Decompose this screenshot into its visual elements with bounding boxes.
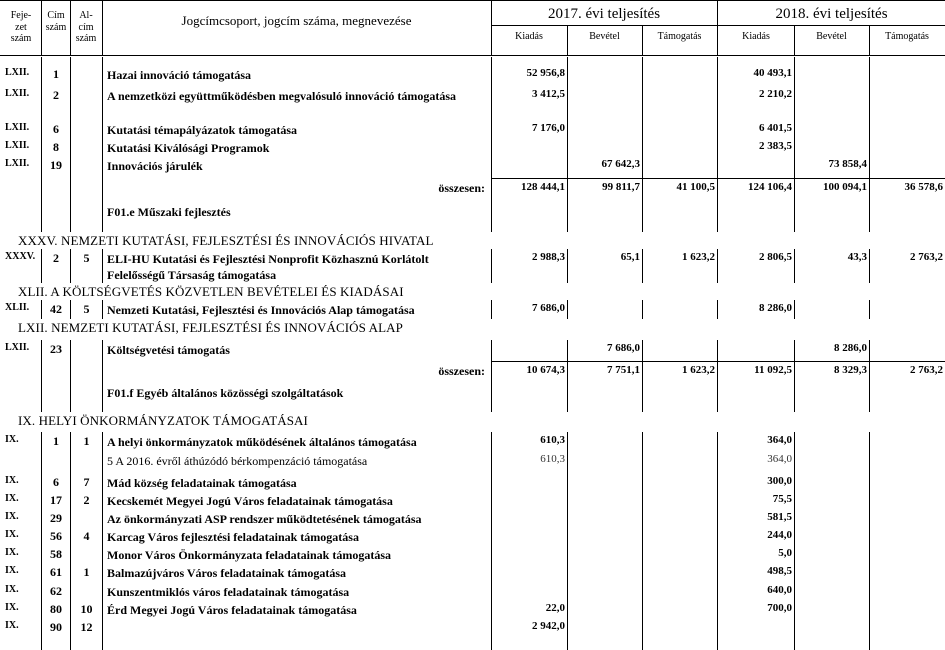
row-fejezet: IX. bbox=[5, 475, 19, 486]
row-alcim: 1 bbox=[83, 434, 90, 448]
grid-vline bbox=[869, 340, 870, 412]
grid-vline bbox=[102, 249, 103, 283]
row-value: 2 988,3 bbox=[532, 251, 565, 263]
row-fejezet: LXII. bbox=[5, 88, 30, 99]
row-name: Hazai innováció támogatása bbox=[107, 68, 251, 82]
row-alcim: 4 bbox=[83, 529, 90, 543]
row-cim: 2 bbox=[53, 251, 59, 265]
row-alcim: 1 bbox=[83, 565, 90, 579]
row-fejezet: LXII. bbox=[5, 122, 30, 133]
row-name: Mád község feladatainak támogatása bbox=[107, 476, 297, 490]
total-label: összesen: bbox=[438, 181, 485, 195]
grid-vline bbox=[794, 25, 795, 55]
header-description: Jogcímcsoport, jogcím száma, megnevezése bbox=[181, 13, 412, 28]
row-name: Kutatási Kiválósági Programok bbox=[107, 141, 270, 155]
total-value: 41 100,5 bbox=[676, 181, 715, 193]
row-fejezet: LXII. bbox=[5, 140, 30, 151]
row-value: 300,0 bbox=[767, 475, 792, 487]
total-value: 124 106,4 bbox=[748, 181, 792, 193]
grid-vline bbox=[70, 340, 71, 412]
row-value: 75,5 bbox=[772, 493, 792, 505]
grid-hline-header-bottom bbox=[0, 55, 945, 56]
row-value: 640,0 bbox=[767, 584, 792, 596]
row-name: ELI-HU Kutatási és Fejlesztési Nonprofit Közhasznú Korlátolt Felelősségű Társaság támogatása bbox=[107, 252, 429, 282]
row-name: Kutatási témapályázatok támogatása bbox=[107, 123, 297, 137]
row-cim: 19 bbox=[50, 158, 62, 172]
row-value: 610,3 bbox=[540, 453, 565, 465]
grid-vline bbox=[567, 25, 568, 55]
row-fejezet: XLII. bbox=[5, 302, 30, 313]
header-period-2018: 2018. évi teljesítés bbox=[775, 6, 888, 22]
row-name: Az önkormányzati ASP rendszer működtetésének támogatása bbox=[107, 512, 422, 526]
row-value: 40 493,1 bbox=[753, 67, 792, 79]
row-cim: 29 bbox=[50, 511, 62, 525]
grid-vline bbox=[642, 25, 643, 55]
row-value: 498,5 bbox=[767, 565, 792, 577]
row-value: 2 210,2 bbox=[759, 88, 792, 100]
row-fejezet: IX. bbox=[5, 620, 19, 631]
grid-vline bbox=[794, 300, 795, 319]
row-cim: 6 bbox=[53, 475, 59, 489]
row-fejezet: IX. bbox=[5, 565, 19, 576]
row-name: A nemzetközi együttműködésben megvalósuló innováció támogatása bbox=[107, 89, 456, 103]
row-alcim: 2 bbox=[83, 493, 90, 507]
total-value: 36 578,6 bbox=[904, 181, 943, 193]
subheader-2017-kiadás: Kiadás bbox=[515, 31, 543, 42]
row-value: 8 286,0 bbox=[834, 342, 867, 354]
section-heading: LXII. NEMZETI KUTATÁSI, FEJLESZTÉSI ÉS INNOVÁCIÓS ALAP bbox=[18, 320, 403, 335]
row-name: Kunszentmiklós város feladatainak támogatása bbox=[107, 585, 350, 599]
row-name: A helyi önkormányzatok működésének általános támogatása bbox=[107, 435, 417, 449]
grid-vline bbox=[70, 0, 71, 55]
row-fejezet: IX. bbox=[5, 493, 19, 504]
row-cim: 1 bbox=[53, 67, 59, 81]
row-value: 7 686,0 bbox=[607, 342, 640, 354]
row-cim: 90 bbox=[50, 620, 62, 634]
subheader-2017-támogatás: Támogatás bbox=[657, 31, 702, 42]
row-fejezet: IX. bbox=[5, 584, 19, 595]
row-value: 67 642,3 bbox=[601, 158, 640, 170]
row-cim: 23 bbox=[50, 342, 62, 356]
grid-vline bbox=[102, 300, 103, 319]
row-value: 2 806,5 bbox=[759, 251, 792, 263]
total-rule bbox=[491, 361, 945, 362]
row-value: 364,0 bbox=[767, 453, 792, 465]
row-cim: 61 bbox=[50, 565, 62, 579]
grid-vline bbox=[567, 57, 568, 232]
group-heading: F01.f Egyéb általános közösségi szolgáltatások bbox=[107, 386, 344, 400]
row-fejezet: XXXV. bbox=[5, 251, 36, 262]
row-name: Innovációs járulék bbox=[107, 159, 203, 173]
grid-hline-header-top bbox=[0, 0, 945, 1]
grid-vline bbox=[102, 340, 103, 412]
grid-vline bbox=[794, 57, 795, 232]
row-alcim: 10 bbox=[80, 602, 93, 616]
grid-vline bbox=[102, 0, 103, 55]
grid-vline bbox=[642, 340, 643, 412]
row-value: 2 942,0 bbox=[532, 620, 565, 632]
grid-vline bbox=[491, 340, 492, 412]
total-value: 99 811,7 bbox=[602, 181, 640, 193]
row-cim: 8 bbox=[53, 140, 59, 154]
grid-vline bbox=[642, 57, 643, 232]
grid-vline bbox=[567, 432, 568, 650]
subheader-2018-támogatás: Támogatás bbox=[885, 31, 929, 42]
row-cim: 58 bbox=[50, 547, 62, 561]
row-value: 7 686,0 bbox=[532, 302, 565, 314]
grid-vline bbox=[567, 300, 568, 319]
row-value: 22,0 bbox=[545, 602, 565, 614]
subheader-2018-kiadás: Kiadás bbox=[742, 31, 770, 42]
row-value: 1 623,2 bbox=[682, 251, 715, 263]
grid-vline bbox=[491, 57, 492, 232]
total-value: 7 751,1 bbox=[607, 364, 640, 376]
total-label: összesen: bbox=[438, 364, 485, 378]
row-cim: 6 bbox=[53, 122, 59, 136]
total-value: 10 674,3 bbox=[526, 364, 565, 376]
row-value: 364,0 bbox=[767, 434, 792, 446]
grid-vline bbox=[794, 432, 795, 650]
total-value: 2 763,2 bbox=[910, 364, 943, 376]
row-value: 610,3 bbox=[540, 434, 565, 446]
row-value: 2 763,2 bbox=[910, 251, 943, 263]
row-name: Monor Város Önkormányzata feladatainak támogatása bbox=[107, 548, 392, 562]
section-heading: XLII. A KÖLTSÉGVETÉS KÖZVETLEN BEVÉTELEI ÉS KIADÁSAI bbox=[18, 284, 404, 299]
grid-vline bbox=[869, 25, 870, 55]
row-value: 6 401,5 bbox=[759, 122, 792, 134]
grid-vline bbox=[869, 300, 870, 319]
row-value: 73 858,4 bbox=[828, 158, 867, 170]
row-value: 700,0 bbox=[767, 602, 792, 614]
row-value: 2 383,5 bbox=[759, 140, 792, 152]
grid-vline bbox=[642, 432, 643, 650]
row-alcim: 12 bbox=[80, 620, 93, 634]
row-name: Kecskemét Megyei Jogú Város feladatainak támogatása bbox=[107, 494, 393, 508]
header-period-2017: 2017. évi teljesítés bbox=[547, 6, 661, 22]
row-value: 3 412,5 bbox=[532, 88, 565, 100]
row-alcim: 5 bbox=[83, 251, 90, 265]
row-fejezet: IX. bbox=[5, 547, 19, 558]
row-name: Nemzeti Kutatási, Fejlesztési és Innovációs Alap támogatása bbox=[107, 303, 415, 317]
row-value: 5,0 bbox=[778, 547, 792, 559]
total-value: 11 092,5 bbox=[754, 364, 792, 376]
row-fejezet: IX. bbox=[5, 602, 19, 613]
row-alcim: 5 bbox=[83, 302, 90, 316]
total-value: 128 444,1 bbox=[521, 181, 565, 193]
total-value: 8 329,3 bbox=[834, 364, 867, 376]
subheader-2018-bevétel: Bevétel bbox=[816, 31, 847, 42]
header-cim: Cím szám bbox=[45, 10, 67, 33]
grid-vline bbox=[70, 57, 71, 232]
total-value: 1 623,2 bbox=[682, 364, 715, 376]
subrow-name: 5 A 2016. évről áthúzódó bérkompenzáció támogatása bbox=[107, 454, 368, 468]
row-fejezet: LXII. bbox=[5, 342, 30, 353]
header-fejezet: Feje- zet szám bbox=[10, 10, 32, 44]
row-cim: 42 bbox=[50, 302, 62, 316]
row-value: 65,1 bbox=[620, 251, 640, 263]
row-cim: 56 bbox=[50, 529, 62, 543]
grid-vline bbox=[491, 0, 492, 55]
total-rule bbox=[491, 178, 945, 179]
row-cim: 62 bbox=[50, 584, 62, 598]
grid-vline bbox=[642, 300, 643, 319]
row-value: 7 176,0 bbox=[532, 122, 565, 134]
header-alcim: Al- cím szám bbox=[75, 10, 97, 44]
row-alcim: 7 bbox=[83, 475, 90, 489]
row-fejezet: IX. bbox=[5, 434, 19, 445]
grid-vline bbox=[717, 340, 718, 412]
grid-vline bbox=[102, 57, 103, 232]
row-value: 244,0 bbox=[767, 529, 792, 541]
group-heading: F01.e Műszaki fejlesztés bbox=[107, 205, 231, 219]
row-value: 52 956,8 bbox=[526, 67, 565, 79]
grid-vline bbox=[869, 432, 870, 650]
row-fejezet: LXII. bbox=[5, 158, 30, 169]
grid-hline-period bbox=[491, 25, 945, 26]
section-heading: XXXV. NEMZETI KUTATÁSI, FEJLESZTÉSI ÉS INNOVÁCIÓS HIVATAL bbox=[18, 233, 434, 248]
row-cim: 80 bbox=[50, 602, 62, 616]
row-fejezet: LXII. bbox=[5, 67, 30, 78]
row-fejezet: IX. bbox=[5, 511, 19, 522]
grid-vline bbox=[41, 0, 42, 55]
row-cim: 17 bbox=[50, 493, 62, 507]
total-value: 100 094,1 bbox=[823, 181, 867, 193]
row-name: Érd Megyei Jogú Város feladatainak támogatása bbox=[107, 603, 357, 617]
row-cim: 2 bbox=[53, 88, 59, 102]
grid-vline bbox=[717, 0, 718, 55]
row-name: Költségvetési támogatás bbox=[107, 343, 230, 357]
grid-vline bbox=[102, 432, 103, 650]
grid-vline bbox=[869, 57, 870, 232]
row-name: Balmazújváros Város feladatainak támogatása bbox=[107, 566, 347, 580]
row-value: 581,5 bbox=[767, 511, 792, 523]
row-cim: 1 bbox=[53, 434, 59, 448]
row-name: Karcag Város fejlesztési feladatainak támogatása bbox=[107, 530, 359, 544]
section-heading: IX. HELYI ÖNKORMÁNYZATOK TÁMOGATÁSAI bbox=[18, 413, 308, 428]
row-value: 8 286,0 bbox=[759, 302, 792, 314]
subheader-2017-bevétel: Bevétel bbox=[589, 31, 620, 42]
row-fejezet: IX. bbox=[5, 529, 19, 540]
row-value: 43,3 bbox=[847, 251, 867, 263]
